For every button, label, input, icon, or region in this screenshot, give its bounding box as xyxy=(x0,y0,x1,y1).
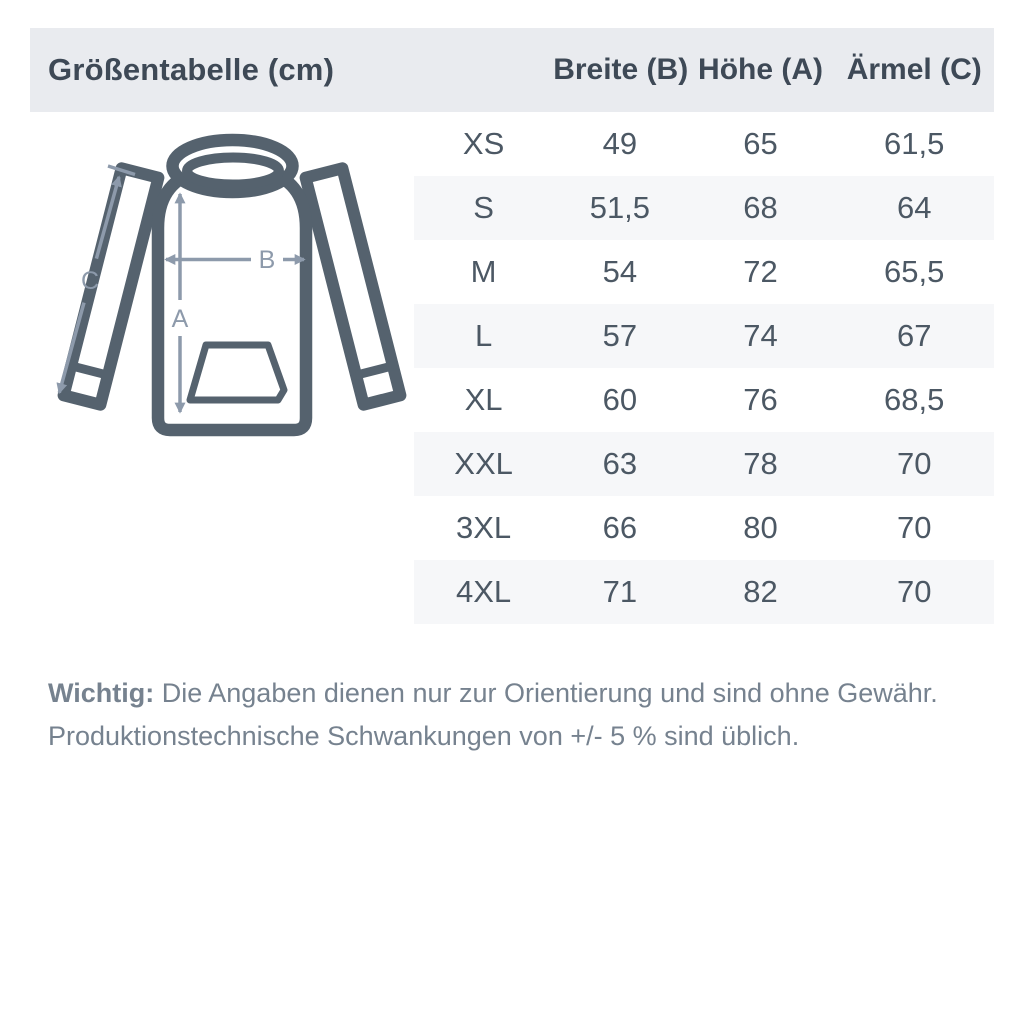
breite-cell: 57 xyxy=(602,318,638,353)
table-row-3xl xyxy=(414,496,994,560)
hoehe-cell: 80 xyxy=(743,510,778,545)
aermel-cell: 67 xyxy=(896,318,932,353)
dimension-label-C: C xyxy=(80,267,100,295)
breite-cell: 63 xyxy=(602,446,638,481)
column-header-breite: Breite (B) xyxy=(553,53,689,86)
table-row-l xyxy=(414,304,994,368)
size-cell: M xyxy=(470,254,497,289)
size-cell: XS xyxy=(462,126,505,161)
dimension-label-B: B xyxy=(258,246,276,274)
right-sleeve-outline xyxy=(306,168,401,404)
hood-inner-ring xyxy=(187,158,279,185)
hoehe-cell: 78 xyxy=(743,446,778,481)
breite-cell: 54 xyxy=(602,254,638,289)
hoehe-cell: 65 xyxy=(743,126,778,161)
size-cell: XXL xyxy=(454,446,513,481)
table-row-xl xyxy=(414,368,994,432)
page-title: Größentabelle (cm) xyxy=(48,52,335,87)
disclaimer-bold-label: Wichtig: xyxy=(48,678,155,708)
column-header-aermel: Ärmel (C) xyxy=(846,53,982,86)
pocket-outline xyxy=(190,345,284,400)
size-cell: 4XL xyxy=(456,574,512,609)
disclaimer-line-1-text: Die Angaben dienen nur zur Orientierung und sind ohne Gewähr. xyxy=(154,678,938,708)
breite-cell: 60 xyxy=(602,382,638,417)
table-row-s xyxy=(414,176,994,240)
table-header-band xyxy=(30,28,994,112)
disclaimer-line-2: Produktionstechnische Schwankungen von +/- 5 % sind üblich. xyxy=(48,721,800,751)
disclaimer-line-1 xyxy=(48,672,968,715)
hoehe-cell: 82 xyxy=(743,574,778,609)
aermel-cell: 64 xyxy=(896,190,932,225)
breite-cell: 66 xyxy=(602,510,638,545)
hoehe-cell: 68 xyxy=(743,190,778,225)
hoodie-measurement-diagram xyxy=(40,128,420,468)
hoehe-cell: 76 xyxy=(743,382,778,417)
disclaimer-note xyxy=(48,672,968,758)
size-cell: L xyxy=(474,318,493,353)
breite-cell: 71 xyxy=(602,574,638,609)
dimension-label-A: A xyxy=(171,305,189,333)
size-table xyxy=(414,112,994,624)
aermel-cell: 70 xyxy=(896,510,932,545)
breite-cell: 51,5 xyxy=(589,190,651,225)
table-row-m xyxy=(414,240,994,304)
aermel-cell: 65,5 xyxy=(884,254,945,289)
table-row-4xl xyxy=(414,560,994,624)
size-cell: XL xyxy=(464,382,503,417)
size-cell: 3XL xyxy=(456,510,512,545)
aermel-cell: 70 xyxy=(896,574,932,609)
hoehe-cell: 72 xyxy=(743,254,778,289)
column-header-hoehe: Höhe (A) xyxy=(698,53,824,86)
aermel-cell: 68,5 xyxy=(884,382,945,417)
table-row-xs xyxy=(414,112,994,176)
table-row-xxl xyxy=(414,432,994,496)
aermel-cell: 61,5 xyxy=(884,126,945,161)
size-cell: S xyxy=(473,190,494,225)
aermel-cell: 70 xyxy=(896,446,932,481)
column-headers xyxy=(414,28,994,112)
hoehe-cell: 74 xyxy=(743,318,778,353)
breite-cell: 49 xyxy=(602,126,638,161)
